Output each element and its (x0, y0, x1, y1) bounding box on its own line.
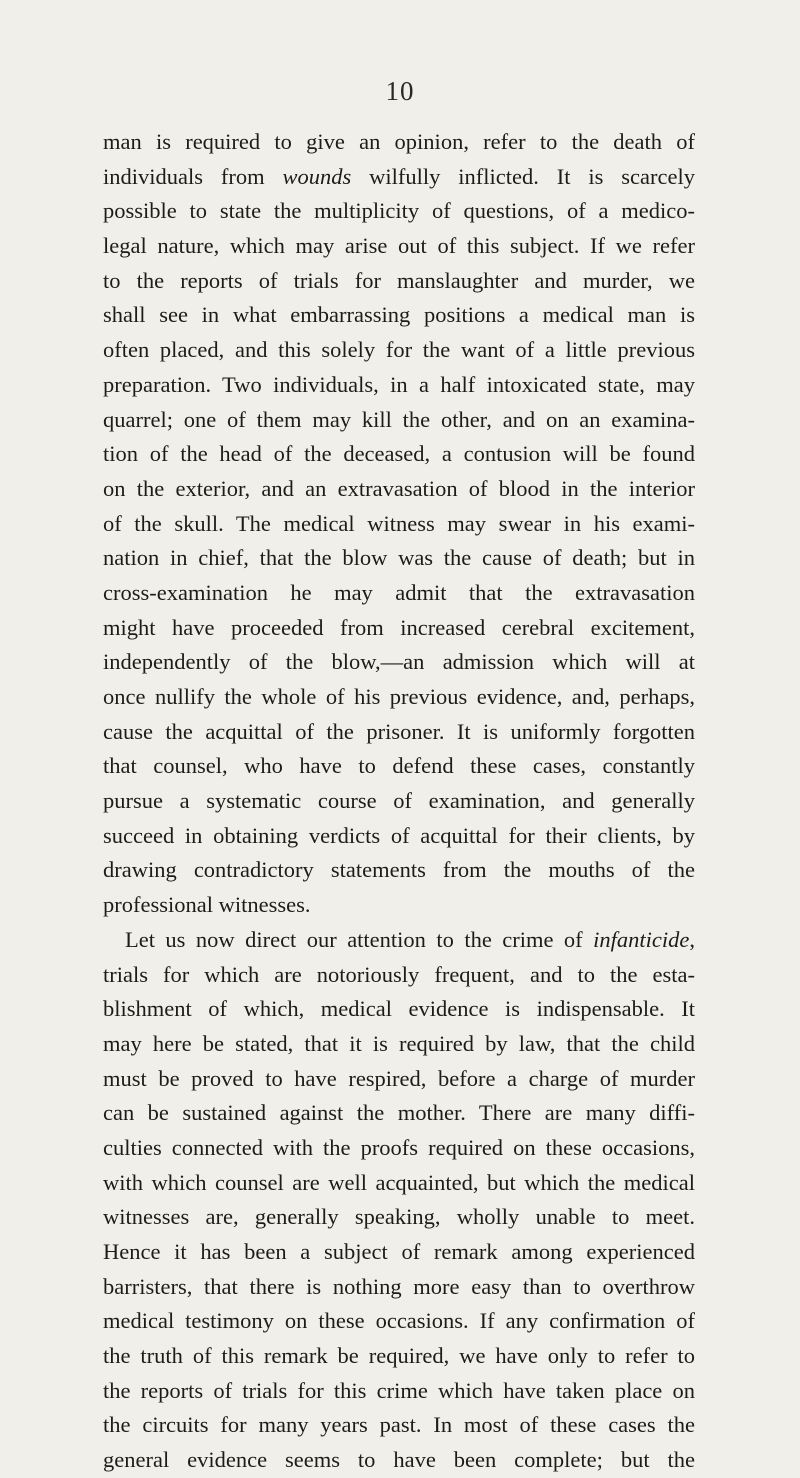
body-text (103, 125, 695, 1478)
text-line: preparation. Two individuals, in a half intoxicated state, may (103, 371, 695, 397)
text-line: Hence it has been a subject of remark among experienced (103, 1239, 695, 1264)
text-line: medical testimony on these occasions. If any confirmation of (103, 1308, 695, 1334)
text-line: culties connected with the proofs required on these occasions, (103, 1134, 695, 1160)
text-line: witnesses are, generally speaking, wholly unable to meet. (103, 1204, 695, 1230)
text-line: trials for which are notoriously frequent, and to the esta- (103, 961, 695, 987)
text-line: can be sustained against the mother. There are many diffi- (103, 1100, 695, 1126)
text-line: barristers, that there is nothing more easy than to overthrow (103, 1273, 695, 1299)
text-line: the circuits for many years past. In most of these cases the (103, 1412, 695, 1438)
text-line: tion of the head of the deceased, a contusion will be found (103, 441, 695, 467)
text-line: cross-examination he may admit that the extravasation (103, 579, 695, 605)
text-line: on the exterior, and an extravasation of blood in the interior (103, 475, 695, 501)
text-line: man is required to give an opinion, refer to the death of (103, 129, 695, 154)
text-line: to the reports of trials for manslaughter and murder, we (103, 267, 695, 293)
text-line: drawing contradictory statements from the mouths of the (103, 857, 695, 883)
text-line: individuals from wounds wilfully inflicted. It is scarcely (103, 163, 696, 189)
text-line: succeed in obtaining verdicts of acquittal for their clients, by (103, 822, 695, 848)
text-line: the reports of trials for this crime which have taken place on (103, 1377, 695, 1403)
text-line: with which counsel are well acquainted, but which the medical (103, 1169, 695, 1195)
page-number: 10 (385, 76, 415, 106)
text-line: may here be stated, that it is required by law, that the child (103, 1030, 695, 1056)
text-line: general evidence seems to have been complete; but the (103, 1447, 695, 1473)
text-line: independently of the blow,—an admission which will at (103, 649, 695, 675)
text-line: of the skull. The medical witness may swear in his exami- (103, 510, 695, 536)
text-line: must be proved to have respired, before a charge of murder (103, 1065, 695, 1091)
text-line: cause the acquittal of the prisoner. It is uniformly forgotten (103, 718, 695, 744)
text-line: shall see in what embarrassing positions a medical man is (103, 302, 695, 328)
text-line: possible to state the multiplicity of questions, of a medico- (103, 198, 695, 224)
text-line: once nullify the whole of his previous evidence, and, perhaps, (103, 684, 695, 709)
text-line: blishment of which, medical evidence is indispensable. It (103, 996, 695, 1022)
text-line: that counsel, who have to defend these cases, constantly (103, 753, 695, 779)
text-line: the truth of this remark be required, we have only to refer to (103, 1343, 695, 1369)
text-line: nation in chief, that the blow was the cause of death; but in (103, 545, 695, 571)
emphasis-infanticide: infanticide (593, 926, 690, 952)
text-line: professional witnesses. (103, 892, 311, 918)
text-line: pursue a systematic course of examination, and generally (103, 788, 695, 814)
text-line: often placed, and this solely for the want of a little previous (103, 337, 695, 363)
text-line: legal nature, which may arise out of this subject. If we refer (103, 233, 695, 259)
emphasis-wounds: wounds (282, 163, 352, 189)
text-line: might have proceeded from increased cerebral excitement, (103, 614, 695, 640)
text-line: Let us now direct our attention to the crime of infanticide, (125, 926, 695, 952)
text-line: quarrel; one of them may kill the other, and on an examina- (103, 406, 695, 432)
